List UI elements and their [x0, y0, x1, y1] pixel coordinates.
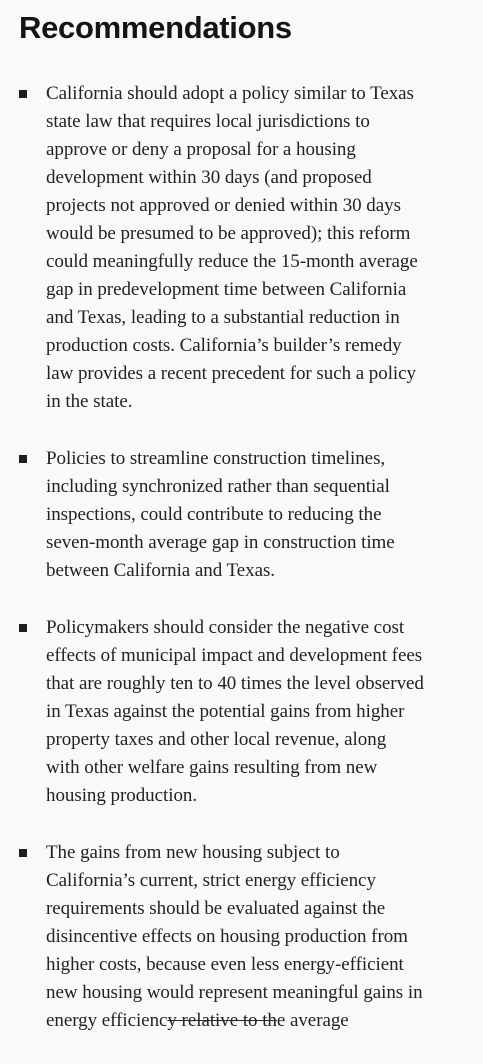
text-line: including synchronized rather than sequential — [46, 476, 390, 497]
recommendation-item-2 — [0, 445, 483, 585]
text-line: Policymakers should consider the negative cost — [46, 617, 405, 638]
text-line: in Texas against the potential gains from higher — [46, 701, 405, 722]
recommendation-item-1 — [0, 80, 483, 416]
text-line: disincentive effects on housing production from — [46, 926, 408, 947]
recommendation-text — [46, 839, 473, 1035]
text-line: with other welfare gains resulting from new — [46, 757, 378, 778]
text-line: law provides a recent precedent for such a policy — [46, 363, 416, 384]
text-line: higher costs, because even less energy-efficient — [46, 954, 404, 975]
text-line: Policies to streamline construction timelines, — [46, 448, 386, 469]
recommendation-text — [46, 445, 473, 585]
square-bullet-icon — [19, 624, 27, 632]
page-title: Recommendations — [19, 10, 292, 45]
text-fragment: e average — [276, 1010, 349, 1031]
recommendation-item-3 — [0, 614, 483, 810]
text-line: projects not approved or denied within 30 days — [46, 195, 401, 216]
struck-text: y relative to th — [167, 1010, 277, 1031]
text-line: in the state. — [46, 391, 133, 412]
recommendation-item-4 — [0, 839, 483, 1035]
text-line: California should adopt a policy similar to Texas — [46, 83, 414, 104]
recommendation-list — [0, 80, 483, 1064]
text-line: development within 30 days (and proposed — [46, 167, 372, 188]
text-line: requirements should be evaluated against the — [46, 898, 386, 919]
text-line: inspections, could contribute to reducing the — [46, 504, 382, 525]
text-line: housing production. — [46, 785, 198, 806]
text-line: between California and Texas. — [46, 560, 276, 581]
text-line: would be presumed to be approved); this reform — [46, 223, 411, 244]
square-bullet-icon — [19, 849, 27, 857]
text-line: could meaningfully reduce the 15-month average — [46, 251, 418, 272]
text-line: production costs. California’s builder’s remedy — [46, 335, 402, 356]
text-line: state law that requires local jurisdictions to — [46, 111, 370, 132]
text-line: effects of municipal impact and development fees — [46, 645, 423, 666]
text-line-partially-struck — [46, 1007, 473, 1035]
text-line: California’s current, strict energy efficiency — [46, 870, 376, 891]
text-line: approve or deny a proposal for a housing — [46, 139, 356, 160]
square-bullet-icon — [19, 455, 27, 463]
text-line: property taxes and other local revenue, along — [46, 729, 387, 750]
text-line: seven-month average gap in construction time — [46, 532, 395, 553]
text-line: new housing would represent meaningful gains in — [46, 982, 423, 1003]
recommendation-text — [46, 614, 473, 810]
recommendation-text — [46, 80, 473, 416]
text-line: gap in predevelopment time between California — [46, 279, 407, 300]
text-line: and Texas, leading to a substantial reduction in — [46, 307, 400, 328]
text-line: The gains from new housing subject to — [46, 842, 340, 863]
text-line: that are roughly ten to 40 times the level observed — [46, 673, 424, 694]
text-fragment: energy efficienc — [46, 1010, 168, 1031]
square-bullet-icon — [19, 90, 27, 98]
